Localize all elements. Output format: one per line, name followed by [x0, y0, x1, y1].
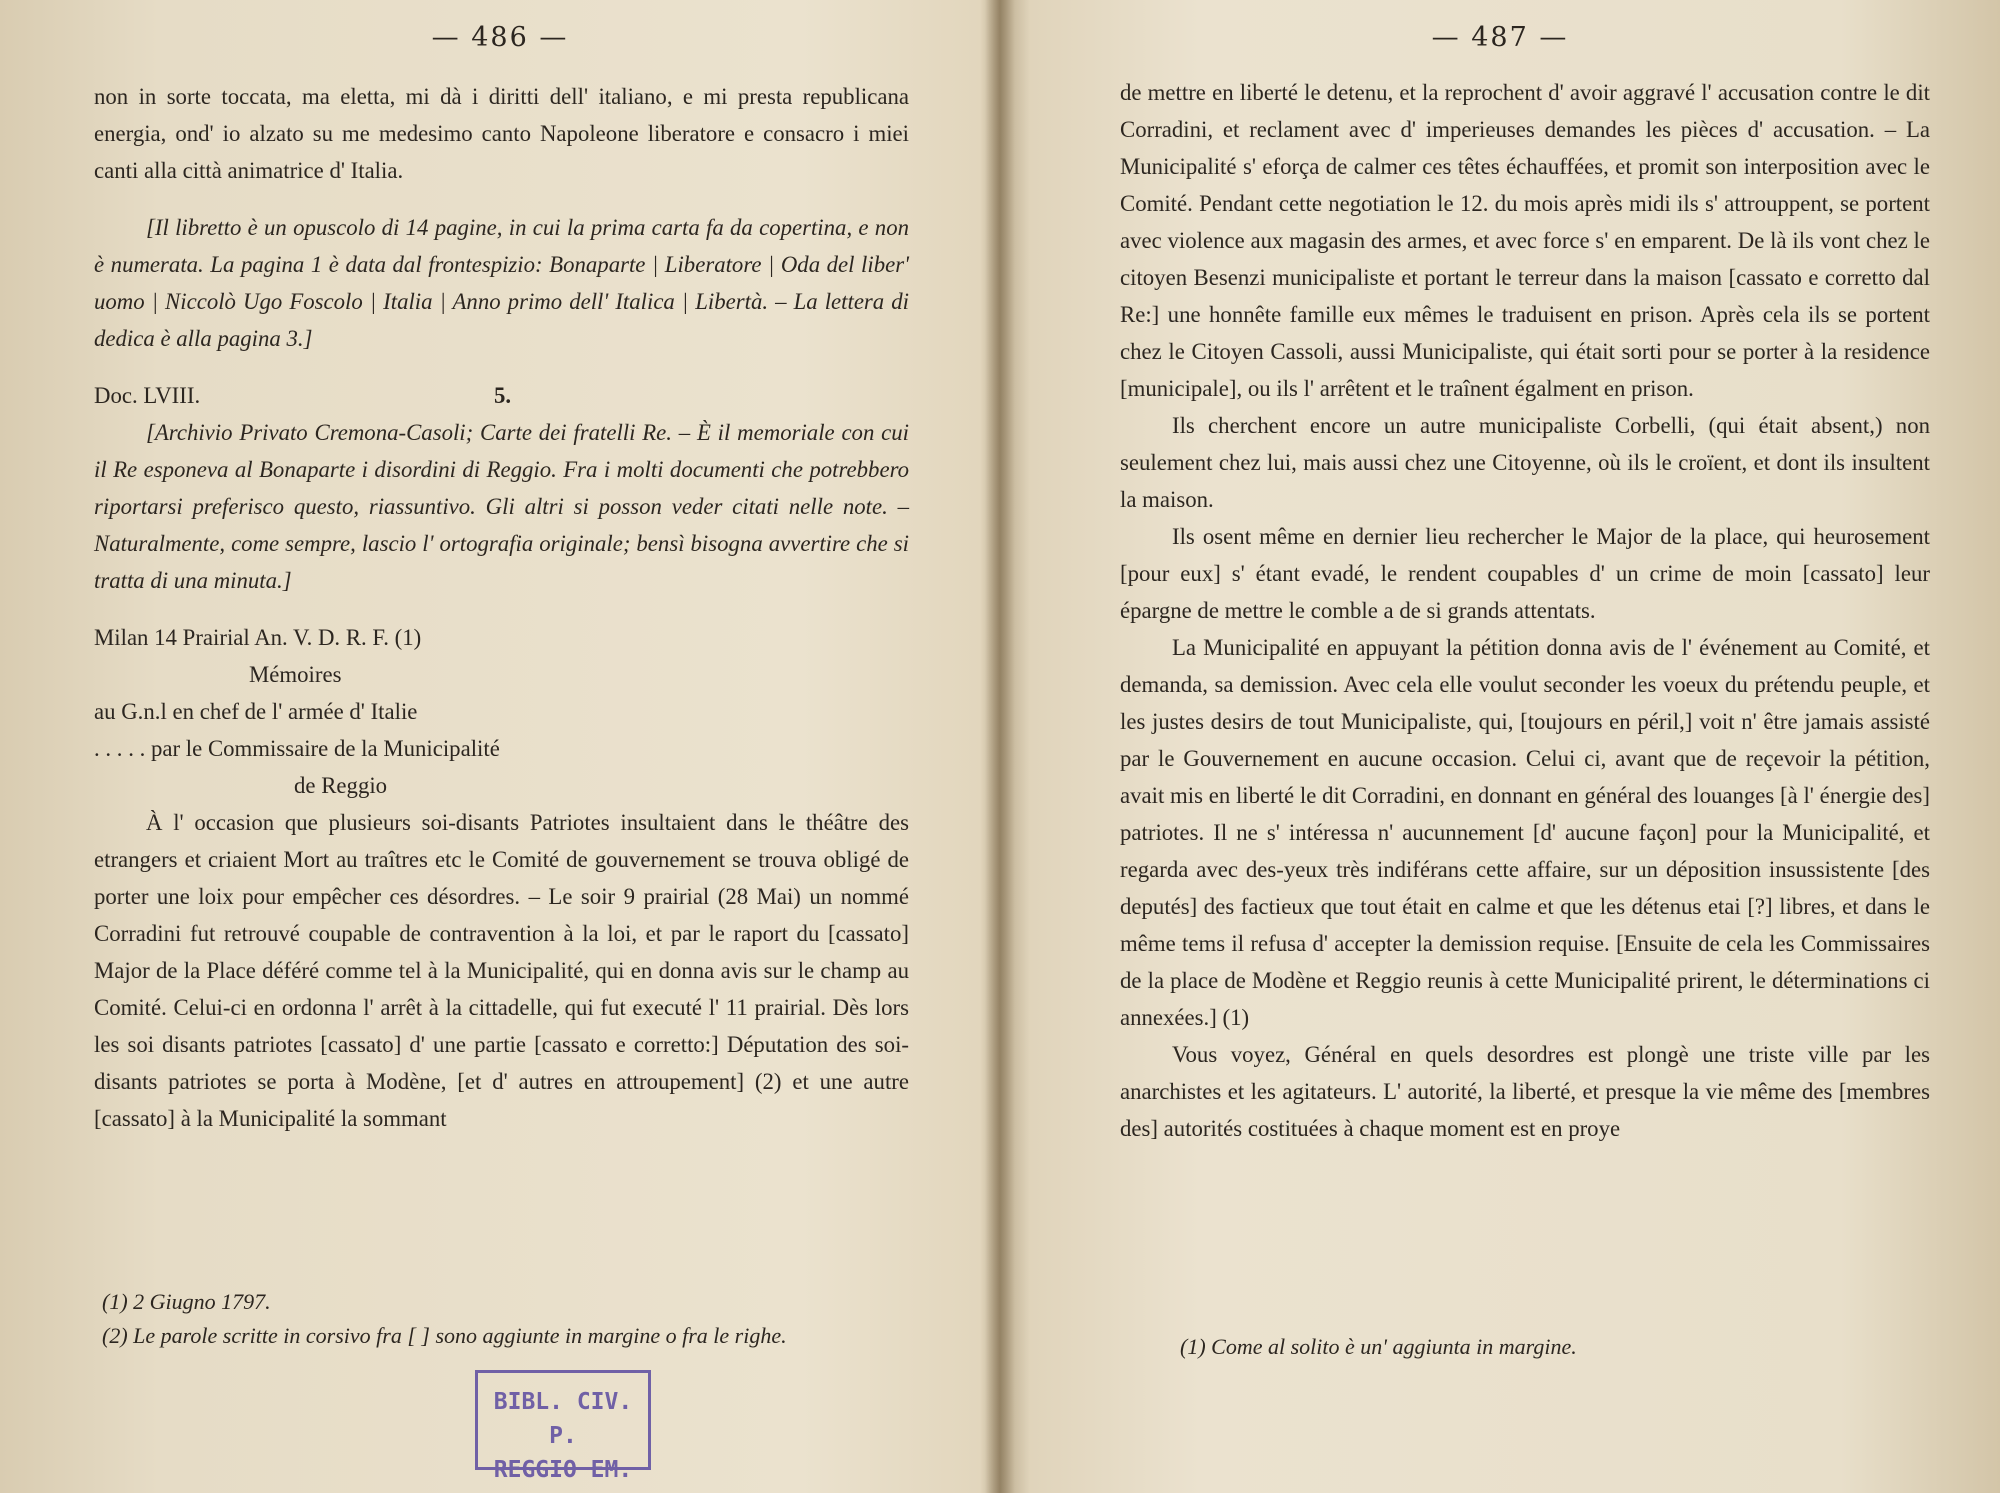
letter-date-line: Milan 14 Prairial An. V. D. R. F. (1) — [94, 625, 422, 650]
letter-sender: . . . . . par le Commissaire de la Municipalité — [94, 736, 500, 761]
document-heading — [94, 377, 909, 414]
right-footnotes — [1180, 1330, 1940, 1364]
stamp-line-2: REGGIO EM. — [493, 1457, 633, 1483]
stamp-line-1: BIBL. CIV. P. — [493, 1389, 633, 1449]
footnote-1: (1) 2 Giugno 1797. — [102, 1289, 271, 1314]
page-number-486: — 486 — — [431, 22, 569, 53]
library-stamp — [475, 1370, 651, 1483]
letter-sender-place: de Reggio — [294, 773, 388, 798]
doc-number: 5. — [494, 383, 512, 408]
right-footnote-1: (1) Come al solito è un' aggiunta in margine. — [1180, 1334, 1577, 1359]
footnote-2: (2) Le parole scritte in corsivo fra [ ] sono aggiunte in margine o fra le righe. — [102, 1323, 787, 1348]
left-paragraph-1: non in sorte toccata, ma eletta, mi dà i diritti dell' italiano, e mi presta republicana energia, ond' io alzato su me medesimo canto Napoleone liberatore e consacro i miei canti alla città animatrice d' Italia. — [94, 84, 909, 183]
right-paragraph-5: Vous voyez, Général en quels desordres est plongè une triste ville par les anarchistes et les agitateurs. L' autorité, la liberté, et presque la vie même des [membres des] autorités costituées à chaque moment est en proye — [1120, 1042, 1930, 1141]
letter-addressee: au G.n.l en chef de l' armée d' Italie — [94, 699, 418, 724]
page-number-487: — 487 — — [1431, 22, 1569, 53]
letter-title: Mémoires — [249, 662, 342, 687]
left-paragraph-4-memoir: À l' occasion que plusieurs soi-disants Patriotes insultaient dans le théâtre des etrangers et criaient Mort au traîtres etc le Comité de gouvernement se trouva obligé de porter une loix pour empêcher ces désordres. – Le soir 9 prairial (28 Mai) un nommé Corradini fut retrouvé coupable de contravention à la loi, et par le raport du [cassato] Major de la Place déféré comme tel à la Municipalité, qui en donna avis sur le champ au Comité. Celui-ci en ordonna l' arrêt à la cittadelle, qui fut executé l' 11 prairial. Dès lors les soi disants patriotes [cassato] d' une partie [cassato e corretto:] Députation des soi-disants patriotes se porta à Modène, [et d' autres en attroupement] (2) et une autre [cassato] à la Municipalité la sommant — [94, 810, 909, 1131]
left-paragraph-3-archive-note: [Archivio Privato Cremona-Casoli; Carte dei fratelli Re. – È il memoriale con cui il Re esponeva al Bonaparte i disordini di Reggio. Fra i molti documenti che potrebbero riportarsi preferisco questo, riassuntivo. Gli altri si posson veder citati nelle note. – Naturalmente, come sempre, lascio l' ortografia originale; bensì bisogna avvertire che si tratta di una minuta.] — [94, 420, 909, 593]
left-paragraph-2-editorial-note: [Il libretto è un opuscolo di 14 pagine, in cui la prima carta fa da copertina, e non è numerata. La pagina 1 è data dal frontespizio: Bonaparte | Liberatore | Oda del liber' uomo | Niccolò Ugo Foscolo | Italia | Anno primo dell' Italica | Libertà. – La lettera di dedica è alla pagina 3.] — [94, 215, 909, 351]
doc-label: Doc. LVIII. — [94, 383, 201, 408]
left-page-body — [94, 78, 909, 1137]
right-page-body — [1120, 74, 1930, 1147]
right-paragraph-3: Ils osent même en dernier lieu rechercher le Major de la place, qui heurosement [pour eux] s' étant evadé, le rendent coupables d' un crime de moin [cassato] leur épargne de mettre le comble a de si grands attentats. — [1120, 524, 1930, 623]
left-footnotes — [102, 1285, 910, 1353]
right-page — [1000, 0, 2000, 1493]
right-paragraph-4: La Municipalité en appuyant la pétition donna avis de l' événement au Comité, et demanda, sa demission. Avec cela elle voulut seconder les voeux du prétendu peuple, et les justes desirs de tout Municipaliste, qui, [toujours en péril,] voit n' être jamais assisté par le Gouvernement en aucune occasion. Celui ci, avant que de reçevoir la pétition, avait mis en liberté le dit Corradini, en donnant en général des louanges [à l' énergie des] patriotes. Il ne s' intéressa n' aucunnement [d' aucune façon] pour la Municipalité, et regarda avec des-yeux très indiférans cette affaire, sur un déposition insussistente [des deputés] des factieux que tout était en calme et que les détenus etai [?] libres, et dans le même tems il refusa d' accepter la demission requise. [Ensuite de cela les Commissaires de la place de Modène et Reggio reunis à cette Municipalité prirent, le déterminations ci annexées.] (1) — [1120, 635, 1930, 1030]
right-paragraph-2: Ils cherchent encore un autre municipaliste Corbelli, (qui était absent,) non seulement chez lui, mais aussi chez une Citoyenne, où ils le croïent, et dont ils insultent la maison. — [1120, 413, 1930, 512]
right-paragraph-1: de mettre en liberté le detenu, et la reprochent d' avoir aggravé l' accusation contre le dit Corradini, et reclament avec d' imperieuses demandes les pièces d' accusation. – La Municipalité s' eforça de calmer ces têtes échauffées, et promit son interposition avec le Comité. Pendant cette negotiation le 12. du mois après midi ils s' attrouppent, se portent avec violence aux magasin des armes, et avec force s' en emparent. De là ils vont chez le citoyen Besenzi municipaliste et portant le terreur dans la maison [cassato e corretto dal Re:] une honnête famille eux mêmes le traduisent en prison. Après cela ils se portent chez le Citoyen Cassoli, aussi Municipaliste, qui était sorti pour se porter à la residence [municipale], ou ils l' arrêtent et le traînent égalment en prison. — [1120, 80, 1930, 401]
